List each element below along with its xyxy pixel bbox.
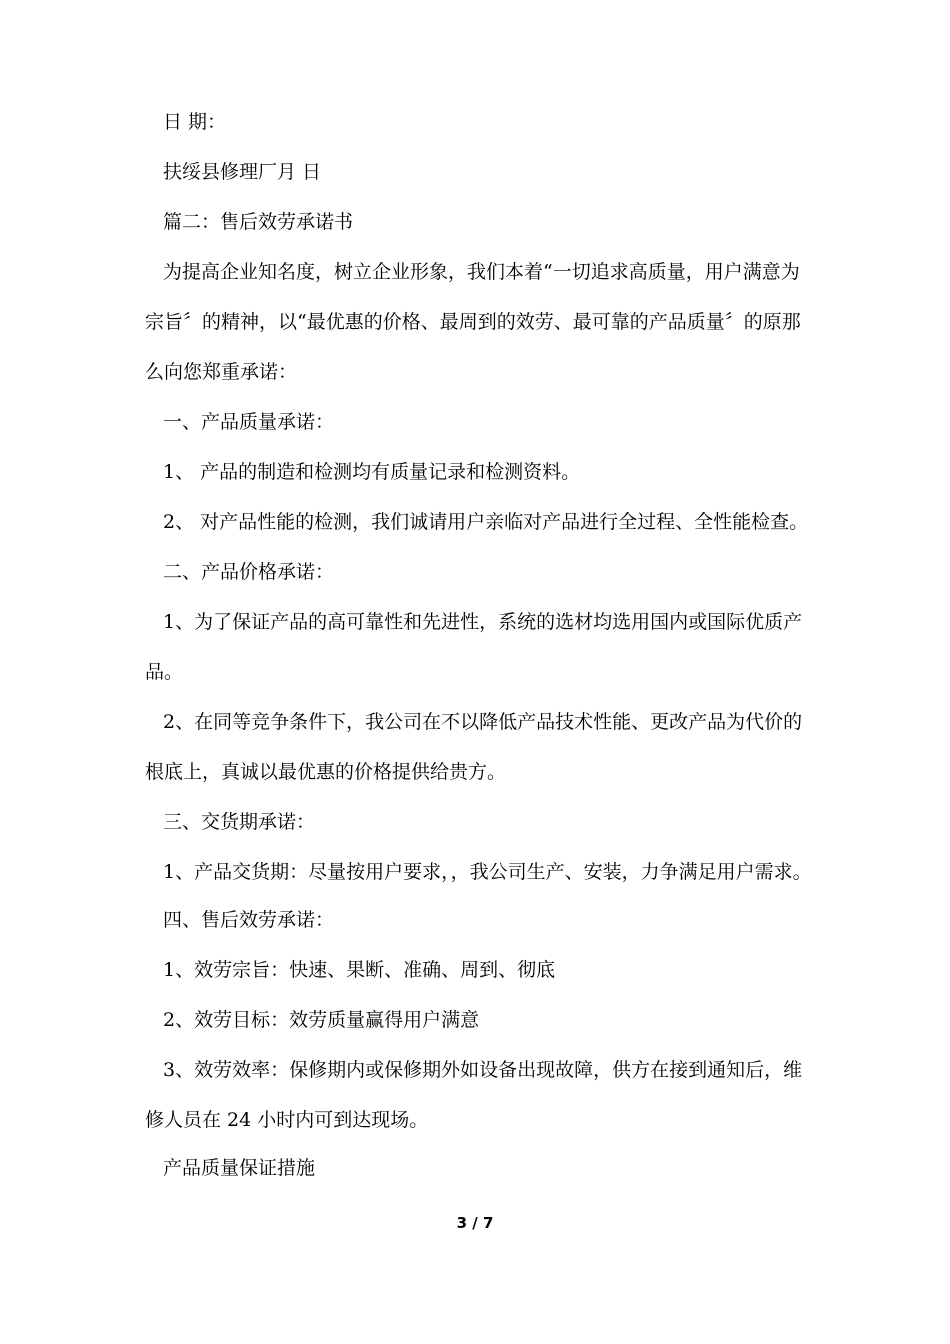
list-item-continuation: 品。 xyxy=(145,661,184,683)
list-item: 1、 产品的制造和检测均有质量记录和检测资料。 xyxy=(163,461,581,483)
heading-quality: 一、产品质量承诺： xyxy=(163,411,335,433)
heading-price: 二、产品价格承诺： xyxy=(163,561,335,583)
list-item: 3、效劳效率：保修期内或保修期外如设备出现故障，供方在接到通知后，维 xyxy=(163,1059,803,1081)
heading-delivery: 三、交货期承诺： xyxy=(163,811,316,833)
list-item: 1、为了保证产品的高可靠性和先进性，系统的选材均选用国内或国际优质产 xyxy=(163,611,803,633)
date-line: 日 期： xyxy=(163,111,227,133)
heading-quality-measures: 产品质量保证措施 xyxy=(163,1157,316,1179)
list-item-continuation: 修人员在 24 小时内可到达现场。 xyxy=(145,1109,429,1131)
list-item: 2、 对产品性能的检测，我们诚请用户亲临对产品进行全过程、全性能检查。 xyxy=(163,511,809,533)
paragraph-line: 宗旨〞的精神，以“最优惠的价格、最周到的效劳、最可靠的产品质量〞的原那 xyxy=(145,311,801,333)
section-title: 篇二：售后效劳承诺书 xyxy=(163,211,354,233)
list-item-continuation: 根底上，真诚以最优惠的价格提供给贵方。 xyxy=(145,761,507,783)
paragraph-line: 么向您郑重承诺： xyxy=(145,361,298,383)
signature-line: 扶绥县修理厂月 日 xyxy=(163,161,322,183)
list-item: 1、效劳宗旨：快速、果断、准确、周到、彻底 xyxy=(163,959,556,981)
paragraph-line: 为提高企业知名度，树立企业形象，我们本着“一切追求高质量，用户满意为 xyxy=(163,261,800,283)
list-item: 2、效劳目标：效劳质量赢得用户满意 xyxy=(163,1009,480,1031)
heading-service: 四、售后效劳承诺： xyxy=(163,909,335,931)
list-item: 1、产品交货期：尽量按用户要求，，我公司生产、安装，力争满足用户需求。 xyxy=(163,861,812,883)
list-item: 2、在同等竞争条件下，我公司在不以降低产品技术性能、更改产品为代价的 xyxy=(163,711,803,733)
page-number: 3 / 7 xyxy=(456,1214,494,1232)
